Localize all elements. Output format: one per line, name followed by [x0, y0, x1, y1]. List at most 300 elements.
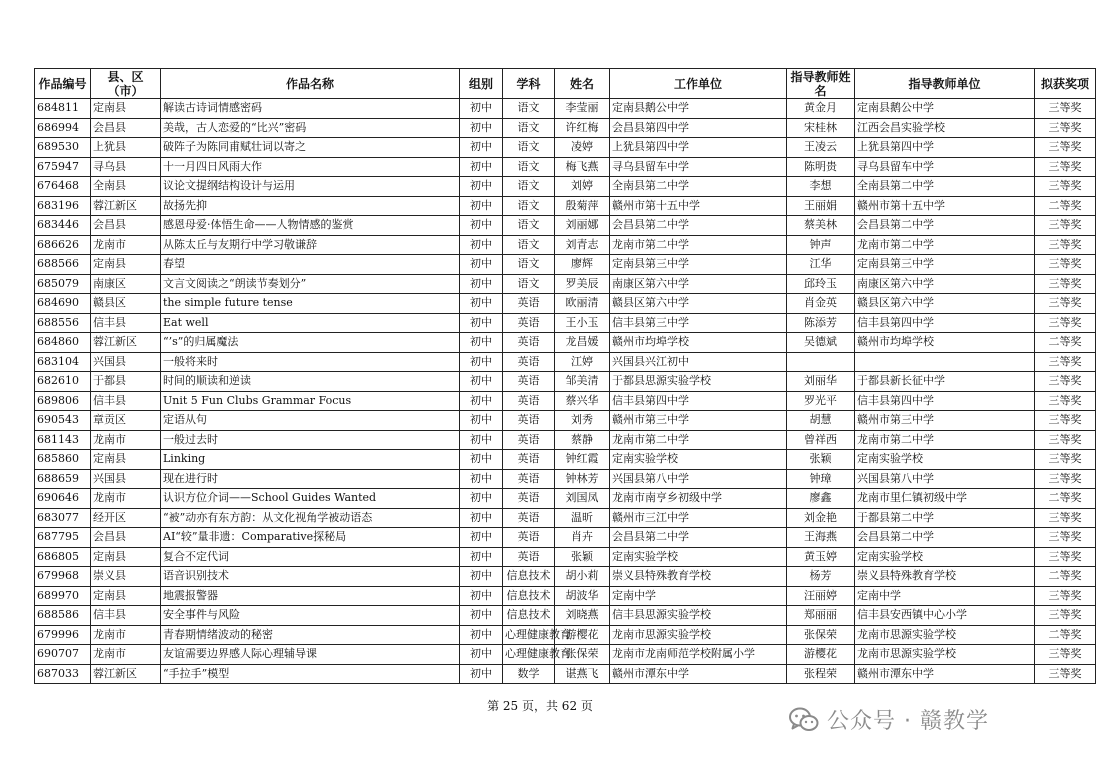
cell-award: 二等奖 [1035, 333, 1096, 353]
cell-author: 游樱花 [555, 625, 610, 645]
cell-teacher: 黄金月 [787, 99, 855, 119]
cell-teacher-unit: 南康区第六中学 [855, 274, 1035, 294]
table-row [35, 196, 1096, 216]
cell-county: 信丰县 [91, 606, 161, 626]
cell-work-name: 从陈太丘与友期行中学习敬谦辞 [161, 235, 460, 255]
cell-award: 三等奖 [1035, 430, 1096, 450]
cell-author: 龙昌媛 [555, 333, 610, 353]
cell-county: 兴国县 [91, 352, 161, 372]
cell-work-name: 美哉，古人恋爱的“比兴”密码 [161, 118, 460, 138]
table-row [35, 313, 1096, 333]
cell-award: 三等奖 [1035, 294, 1096, 314]
cell-group: 初中 [460, 411, 503, 431]
cell-teacher-unit: 赣州市第三中学 [855, 411, 1035, 431]
cell-work-name: 春望 [161, 255, 460, 275]
cell-id: 689806 [35, 391, 91, 411]
cell-author: 谌燕飞 [555, 664, 610, 684]
cell-teacher-unit: 寻乌县留车中学 [855, 157, 1035, 177]
cell-work-name: Eat well [161, 313, 460, 333]
cell-work-unit: 会昌县第二中学 [610, 528, 787, 548]
cell-subject: 英语 [503, 450, 555, 470]
cell-work-unit: 会昌县第四中学 [610, 118, 787, 138]
cell-group: 初中 [460, 99, 503, 119]
cell-county: 龙南市 [91, 235, 161, 255]
cell-group: 初中 [460, 547, 503, 567]
cell-subject: 数学 [503, 664, 555, 684]
cell-id: 686994 [35, 118, 91, 138]
cell-group: 初中 [460, 157, 503, 177]
cell-subject: 语文 [503, 235, 555, 255]
cell-group: 初中 [460, 489, 503, 509]
cell-teacher-unit: 定南县第三中学 [855, 255, 1035, 275]
table-row [35, 274, 1096, 294]
cell-work-unit: 赣州市第十五中学 [610, 196, 787, 216]
cell-award: 三等奖 [1035, 645, 1096, 665]
cell-teacher: 廖鑫 [787, 489, 855, 509]
cell-work-name: 现在进行时 [161, 469, 460, 489]
cell-id: 687033 [35, 664, 91, 684]
cell-award: 三等奖 [1035, 528, 1096, 548]
cell-id: 688566 [35, 255, 91, 275]
cell-author: 李莹丽 [555, 99, 610, 119]
cell-subject: 英语 [503, 313, 555, 333]
cell-award: 三等奖 [1035, 547, 1096, 567]
table-row [35, 508, 1096, 528]
cell-teacher-unit: 定南实验学校 [855, 450, 1035, 470]
cell-work-name: 定语从句 [161, 411, 460, 431]
cell-work-name: AI“较”量非遗：Comparative探秘局 [161, 528, 460, 548]
cell-subject: 语文 [503, 177, 555, 197]
cell-id: 681143 [35, 430, 91, 450]
cell-teacher: 罗光平 [787, 391, 855, 411]
cell-award: 二等奖 [1035, 489, 1096, 509]
cell-work-unit: 赣州市三江中学 [610, 508, 787, 528]
cell-county: 信丰县 [91, 391, 161, 411]
cell-teacher-unit: 龙南市第二中学 [855, 430, 1035, 450]
cell-teacher: 陈添芳 [787, 313, 855, 333]
cell-subject: 英语 [503, 469, 555, 489]
cell-author: 梅飞燕 [555, 157, 610, 177]
cell-teacher-unit: 赣州市潭东中学 [855, 664, 1035, 684]
cell-work-unit: 定南县第三中学 [610, 255, 787, 275]
cell-work-unit: 龙南市第二中学 [610, 235, 787, 255]
cell-work-name: 故扬先抑 [161, 196, 460, 216]
cell-teacher-unit: 于都县第二中学 [855, 508, 1035, 528]
cell-author: 刘秀 [555, 411, 610, 431]
cell-author: 钟红霞 [555, 450, 610, 470]
cell-author: 罗美辰 [555, 274, 610, 294]
cell-id: 683196 [35, 196, 91, 216]
table-row [35, 138, 1096, 158]
table-row [35, 352, 1096, 372]
cell-author: 殷菊萍 [555, 196, 610, 216]
header-group: 组别 [460, 69, 503, 99]
cell-work-unit: 赣县区第六中学 [610, 294, 787, 314]
header-work-unit: 工作单位 [610, 69, 787, 99]
cell-work-unit: 定南实验学校 [610, 450, 787, 470]
table-row [35, 547, 1096, 567]
cell-work-name: “’s”的归属魔法 [161, 333, 460, 353]
cell-work-name: 议论文提纲结构设计与运用 [161, 177, 460, 197]
table-row [35, 606, 1096, 626]
cell-work-name: 友谊需要边界感人际心理辅导课 [161, 645, 460, 665]
table-row [35, 391, 1096, 411]
cell-subject: 英语 [503, 411, 555, 431]
cell-author: 蔡静 [555, 430, 610, 450]
cell-work-name: 青春期情绪波动的秘密 [161, 625, 460, 645]
cell-county: 定南县 [91, 255, 161, 275]
cell-author: 蔡兴华 [555, 391, 610, 411]
cell-subject: 语文 [503, 138, 555, 158]
cell-id: 676468 [35, 177, 91, 197]
cell-subject: 英语 [503, 508, 555, 528]
table-row [35, 255, 1096, 275]
cell-subject: 心理健康教育 [503, 645, 555, 665]
table-row [35, 177, 1096, 197]
table-row [35, 625, 1096, 645]
table-row [35, 333, 1096, 353]
cell-county: 章贡区 [91, 411, 161, 431]
cell-teacher: 游樱花 [787, 645, 855, 665]
cell-work-name: 安全事件与风险 [161, 606, 460, 626]
cell-id: 683077 [35, 508, 91, 528]
cell-group: 初中 [460, 567, 503, 587]
cell-work-unit: 定南中学 [610, 586, 787, 606]
cell-author: 刘丽娜 [555, 216, 610, 236]
cell-work-unit: 赣州市第三中学 [610, 411, 787, 431]
table-row [35, 430, 1096, 450]
cell-teacher: 刘金艳 [787, 508, 855, 528]
cell-subject: 英语 [503, 528, 555, 548]
cell-group: 初中 [460, 430, 503, 450]
cell-teacher-unit: 赣州市第十五中学 [855, 196, 1035, 216]
cell-subject: 语文 [503, 157, 555, 177]
cell-work-unit: 龙南市南亨乡初级中学 [610, 489, 787, 509]
cell-award: 三等奖 [1035, 177, 1096, 197]
cell-teacher: 张程荣 [787, 664, 855, 684]
header-work-name: 作品名称 [161, 69, 460, 99]
cell-group: 初中 [460, 372, 503, 392]
cell-subject: 心理健康教育 [503, 625, 555, 645]
cell-group: 初中 [460, 274, 503, 294]
cell-id: 686805 [35, 547, 91, 567]
cell-teacher: 郑丽丽 [787, 606, 855, 626]
cell-subject: 语文 [503, 196, 555, 216]
cell-work-name: 地震报警器 [161, 586, 460, 606]
cell-county: 赣县区 [91, 294, 161, 314]
cell-teacher-unit: 全南县第二中学 [855, 177, 1035, 197]
cell-work-unit: 定南县鹅公中学 [610, 99, 787, 119]
cell-group: 初中 [460, 138, 503, 158]
cell-id: 689530 [35, 138, 91, 158]
cell-county: 全南县 [91, 177, 161, 197]
cell-county: 蓉江新区 [91, 333, 161, 353]
cell-county: 会昌县 [91, 216, 161, 236]
cell-subject: 语文 [503, 274, 555, 294]
cell-award: 三等奖 [1035, 255, 1096, 275]
header-author: 姓名 [555, 69, 610, 99]
cell-county: 蓉江新区 [91, 664, 161, 684]
cell-teacher-unit: 信丰县第四中学 [855, 391, 1035, 411]
cell-work-name: 十一月四日风雨大作 [161, 157, 460, 177]
cell-work-unit: 龙南市龙南师范学校附属小学 [610, 645, 787, 665]
header-id: 作品编号 [35, 69, 91, 99]
cell-work-name: 感恩母爱·体悟生命——人物情感的鉴赏 [161, 216, 460, 236]
cell-teacher [787, 352, 855, 372]
cell-author: 刘晓燕 [555, 606, 610, 626]
cell-group: 初中 [460, 528, 503, 548]
page-footer: 第 25 页，共 62 页 [487, 699, 593, 713]
cell-author: 王小玉 [555, 313, 610, 333]
cell-work-name: Unit 5 Fun Clubs Grammar Focus [161, 391, 460, 411]
cell-work-name: Linking [161, 450, 460, 470]
cell-county: 定南县 [91, 547, 161, 567]
cell-subject: 语文 [503, 255, 555, 275]
cell-work-name: 语音识别技术 [161, 567, 460, 587]
cell-group: 初中 [460, 313, 503, 333]
table-row [35, 294, 1096, 314]
header-row [35, 69, 1096, 99]
cell-work-unit: 全南县第二中学 [610, 177, 787, 197]
cell-id: 687795 [35, 528, 91, 548]
header-teacher: 指导教师姓名 [787, 69, 855, 99]
table-row [35, 216, 1096, 236]
cell-award: 三等奖 [1035, 99, 1096, 119]
cell-award: 三等奖 [1035, 372, 1096, 392]
cell-award: 三等奖 [1035, 352, 1096, 372]
cell-teacher-unit: 江西会昌实验学校 [855, 118, 1035, 138]
cell-group: 初中 [460, 450, 503, 470]
cell-teacher-unit: 赣县区第六中学 [855, 294, 1035, 314]
cell-county: 龙南市 [91, 625, 161, 645]
cell-work-name: 一般将来时 [161, 352, 460, 372]
cell-teacher: 陈明贵 [787, 157, 855, 177]
cell-subject: 语文 [503, 99, 555, 119]
cell-group: 初中 [460, 625, 503, 645]
cell-group: 初中 [460, 586, 503, 606]
cell-group: 初中 [460, 352, 503, 372]
cell-group: 初中 [460, 391, 503, 411]
cell-award: 三等奖 [1035, 411, 1096, 431]
cell-award: 三等奖 [1035, 235, 1096, 255]
cell-subject: 英语 [503, 489, 555, 509]
table-row [35, 567, 1096, 587]
cell-author: 肖卉 [555, 528, 610, 548]
cell-author: 刘青志 [555, 235, 610, 255]
table-row [35, 645, 1096, 665]
cell-id: 688586 [35, 606, 91, 626]
cell-author: 温昕 [555, 508, 610, 528]
cell-subject: 英语 [503, 391, 555, 411]
cell-teacher: 江华 [787, 255, 855, 275]
cell-county: 寻乌县 [91, 157, 161, 177]
cell-work-unit: 崇义县特殊教育学校 [610, 567, 787, 587]
cell-id: 679996 [35, 625, 91, 645]
cell-id: 690707 [35, 645, 91, 665]
cell-work-unit: 信丰县思源实验学校 [610, 606, 787, 626]
cell-work-unit: 上犹县第四中学 [610, 138, 787, 158]
cell-award: 三等奖 [1035, 118, 1096, 138]
cell-group: 初中 [460, 645, 503, 665]
cell-subject: 英语 [503, 372, 555, 392]
cell-group: 初中 [460, 469, 503, 489]
cell-teacher: 杨芳 [787, 567, 855, 587]
cell-county: 定南县 [91, 450, 161, 470]
cell-author: 胡小莉 [555, 567, 610, 587]
cell-teacher-unit: 会昌县第二中学 [855, 216, 1035, 236]
cell-work-unit: 龙南市第二中学 [610, 430, 787, 450]
cell-teacher: 钟声 [787, 235, 855, 255]
cell-work-unit: 于都县思源实验学校 [610, 372, 787, 392]
table-row [35, 235, 1096, 255]
table-row [35, 586, 1096, 606]
cell-author: 刘国凤 [555, 489, 610, 509]
cell-id: 690646 [35, 489, 91, 509]
cell-subject: 英语 [503, 294, 555, 314]
cell-work-unit: 定南实验学校 [610, 547, 787, 567]
cell-teacher-unit: 龙南市里仁镇初级中学 [855, 489, 1035, 509]
cell-award: 三等奖 [1035, 157, 1096, 177]
table-row [35, 664, 1096, 684]
award-table-container [34, 68, 1089, 684]
cell-county: 定南县 [91, 99, 161, 119]
cell-work-unit: 寻乌县留车中学 [610, 157, 787, 177]
cell-award: 二等奖 [1035, 196, 1096, 216]
cell-award: 三等奖 [1035, 508, 1096, 528]
cell-teacher-unit: 定南实验学校 [855, 547, 1035, 567]
cell-teacher-unit: 赣州市均埠学校 [855, 333, 1035, 353]
cell-award: 二等奖 [1035, 567, 1096, 587]
table-row [35, 450, 1096, 470]
cell-county: 会昌县 [91, 118, 161, 138]
table-row [35, 99, 1096, 119]
cell-author: 廖辉 [555, 255, 610, 275]
cell-teacher: 李想 [787, 177, 855, 197]
wechat-icon [789, 707, 819, 733]
cell-teacher-unit: 于都县新长征中学 [855, 372, 1035, 392]
cell-teacher-unit [855, 352, 1035, 372]
cell-id: 685079 [35, 274, 91, 294]
header-teacher-unit: 指导教师单位 [855, 69, 1035, 99]
cell-award: 二等奖 [1035, 625, 1096, 645]
cell-subject: 英语 [503, 352, 555, 372]
cell-id: 688659 [35, 469, 91, 489]
cell-work-name: 认识方位介词——School Guides Wanted [161, 489, 460, 509]
cell-author: 邹美清 [555, 372, 610, 392]
cell-county: 于都县 [91, 372, 161, 392]
header-subject: 学科 [503, 69, 555, 99]
cell-group: 初中 [460, 606, 503, 626]
cell-award: 三等奖 [1035, 664, 1096, 684]
cell-subject: 语文 [503, 216, 555, 236]
cell-county: 南康区 [91, 274, 161, 294]
watermark-text: 公众号 · 赣教学 [827, 709, 989, 734]
cell-teacher: 王丽娟 [787, 196, 855, 216]
cell-county: 龙南市 [91, 489, 161, 509]
cell-author: 张保荣 [555, 645, 610, 665]
cell-group: 初中 [460, 118, 503, 138]
cell-id: 688556 [35, 313, 91, 333]
cell-county: 经开区 [91, 508, 161, 528]
cell-county: 兴国县 [91, 469, 161, 489]
cell-id: 682610 [35, 372, 91, 392]
cell-award: 三等奖 [1035, 216, 1096, 236]
cell-author: 刘婷 [555, 177, 610, 197]
cell-county: 蓉江新区 [91, 196, 161, 216]
cell-id: 686626 [35, 235, 91, 255]
cell-teacher-unit: 龙南市思源实验学校 [855, 645, 1035, 665]
table-row [35, 372, 1096, 392]
cell-subject: 英语 [503, 547, 555, 567]
cell-subject: 信息技术 [503, 606, 555, 626]
cell-work-unit: 赣州市均埠学校 [610, 333, 787, 353]
cell-group: 初中 [460, 216, 503, 236]
cell-teacher: 黄玉婷 [787, 547, 855, 567]
cell-teacher-unit: 定南县鹅公中学 [855, 99, 1035, 119]
cell-county: 定南县 [91, 586, 161, 606]
table-row [35, 489, 1096, 509]
cell-work-name: 破阵子为陈同甫赋壮词以寄之 [161, 138, 460, 158]
cell-teacher-unit: 兴国县第八中学 [855, 469, 1035, 489]
cell-work-unit: 兴国县兴江初中 [610, 352, 787, 372]
cell-id: 685860 [35, 450, 91, 470]
table-row [35, 528, 1096, 548]
cell-teacher: 吴德斌 [787, 333, 855, 353]
cell-subject: 信息技术 [503, 586, 555, 606]
cell-id: 689970 [35, 586, 91, 606]
cell-work-name: 一般过去时 [161, 430, 460, 450]
cell-id: 684860 [35, 333, 91, 353]
cell-county: 龙南市 [91, 430, 161, 450]
cell-award: 三等奖 [1035, 391, 1096, 411]
cell-award: 三等奖 [1035, 450, 1096, 470]
cell-teacher-unit: 崇义县特殊教育学校 [855, 567, 1035, 587]
cell-award: 三等奖 [1035, 469, 1096, 489]
cell-group: 初中 [460, 294, 503, 314]
cell-award: 三等奖 [1035, 274, 1096, 294]
cell-author: 欧丽清 [555, 294, 610, 314]
cell-id: 675947 [35, 157, 91, 177]
cell-group: 初中 [460, 196, 503, 216]
table-row [35, 118, 1096, 138]
cell-work-unit: 信丰县第四中学 [610, 391, 787, 411]
cell-work-unit: 南康区第六中学 [610, 274, 787, 294]
cell-county: 崇义县 [91, 567, 161, 587]
cell-award: 三等奖 [1035, 606, 1096, 626]
cell-work-name: 解读古诗词情感密码 [161, 99, 460, 119]
table-row [35, 157, 1096, 177]
cell-teacher-unit: 信丰县第四中学 [855, 313, 1035, 333]
cell-subject: 信息技术 [503, 567, 555, 587]
cell-author: 江婷 [555, 352, 610, 372]
cell-work-name: 时间的顺读和逆读 [161, 372, 460, 392]
cell-award: 三等奖 [1035, 313, 1096, 333]
cell-id: 683446 [35, 216, 91, 236]
cell-teacher: 王海燕 [787, 528, 855, 548]
cell-teacher: 汪丽婷 [787, 586, 855, 606]
cell-group: 初中 [460, 333, 503, 353]
table-row [35, 411, 1096, 431]
cell-work-name: 文言文阅读之“朗读节奏划分” [161, 274, 460, 294]
cell-teacher-unit: 信丰县安西镇中心小学 [855, 606, 1035, 626]
cell-county: 龙南市 [91, 645, 161, 665]
cell-author: 凌婷 [555, 138, 610, 158]
cell-work-unit: 信丰县第三中学 [610, 313, 787, 333]
cell-subject: 语文 [503, 118, 555, 138]
cell-teacher-unit: 定南中学 [855, 586, 1035, 606]
cell-id: 690543 [35, 411, 91, 431]
cell-teacher-unit: 龙南市思源实验学校 [855, 625, 1035, 645]
